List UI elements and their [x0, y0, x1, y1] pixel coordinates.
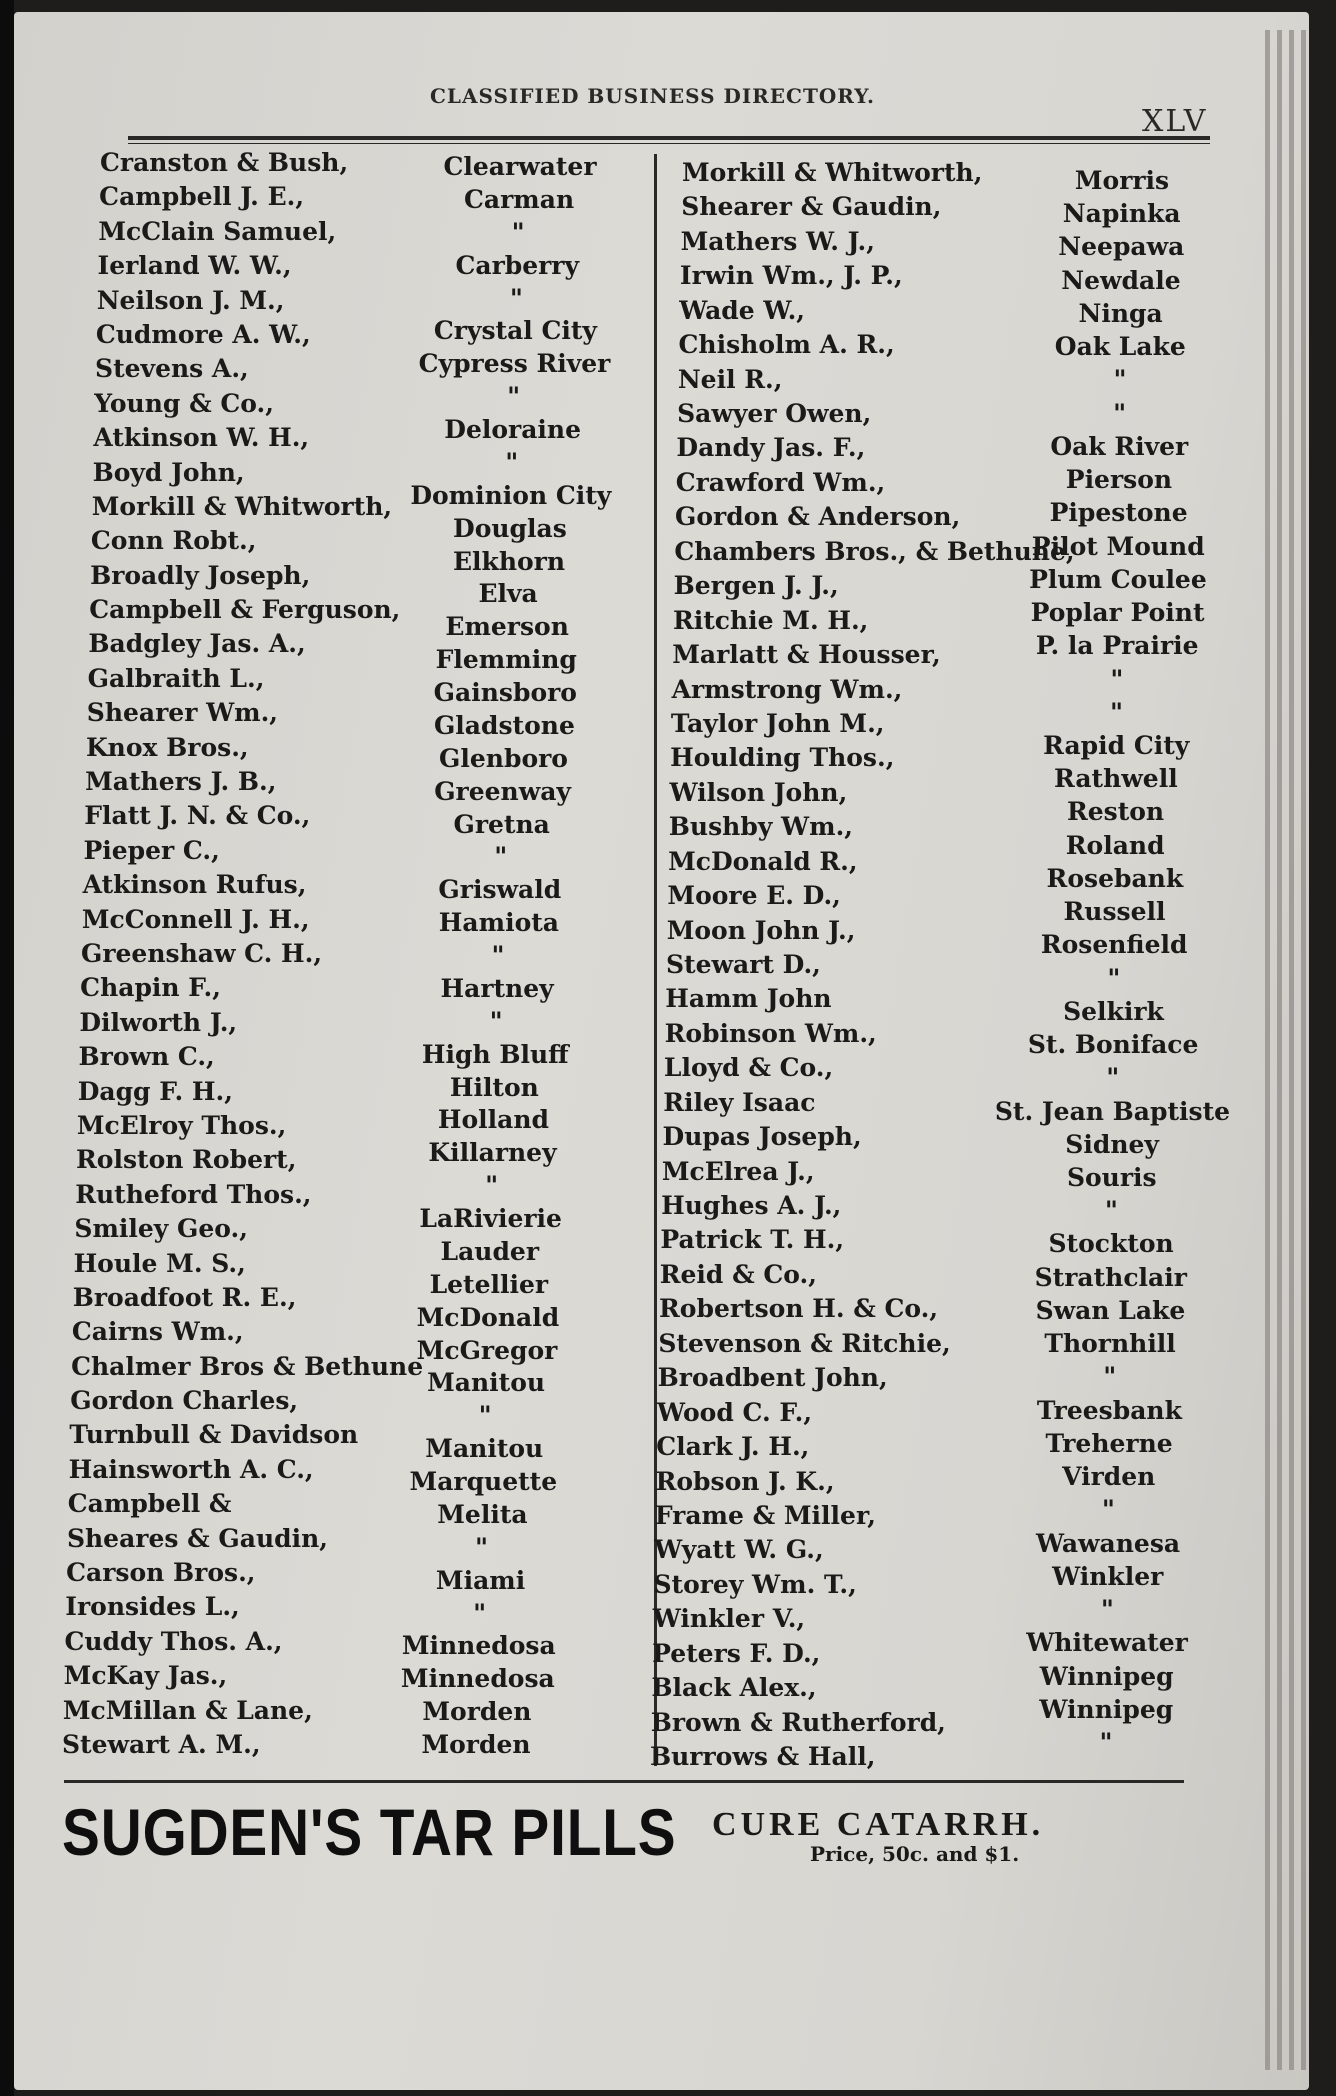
left-business-name: Atkinson W. H.,: [93, 423, 310, 453]
left-business-name: Turnbull & Davidson: [69, 1420, 359, 1450]
right-town-name: Rathwell: [1054, 764, 1178, 794]
left-business-name: Badgley Jas. A.,: [88, 629, 306, 659]
advertisement-headline: SUGDEN'S TAR PILLS: [62, 1795, 677, 1869]
right-business-name: Burrows & Hall,: [650, 1742, 876, 1771]
right-business-name: Dandy Jas. F.,: [676, 433, 866, 463]
left-business-name: Mathers J. B.,: [85, 767, 277, 797]
left-town-name: Carberry: [455, 250, 580, 280]
left-business-name: Young & Co.,: [94, 388, 274, 418]
left-business-name: Rutheford Thos.,: [75, 1179, 312, 1209]
left-town-name: Emerson: [445, 612, 569, 642]
right-town-name: ": [1110, 697, 1124, 727]
left-business-name: Houle M. S.,: [73, 1248, 246, 1278]
left-business-name: Galbraith L.,: [87, 663, 265, 693]
right-business-name: Patrick T. H.,: [660, 1225, 845, 1255]
right-business-name: Reid & Co.,: [659, 1259, 817, 1289]
left-town-name: McGregor: [416, 1335, 558, 1365]
right-business-name: Irwin Wm., J. P.,: [679, 261, 903, 291]
left-business-name: Flatt J. N. & Co.,: [84, 801, 311, 831]
left-town-name: Cypress River: [418, 349, 611, 379]
left-business-name: Chapin F.,: [80, 973, 221, 1003]
left-business-name: Atkinson Rufus,: [82, 870, 307, 900]
right-town-name: Pilot Mound: [1031, 531, 1205, 561]
right-business-name: Robson J. K.,: [655, 1466, 835, 1496]
right-town-name: ": [1103, 1362, 1117, 1392]
page-edges: [1265, 30, 1325, 2070]
left-business-name: McMillan & Lane,: [62, 1695, 313, 1725]
left-town-name: Minnedosa: [401, 1631, 556, 1661]
right-town-name: Oak Lake: [1054, 332, 1186, 362]
left-town-name: Lauder: [440, 1236, 540, 1266]
left-business-name: Sheares & Gaudin,: [66, 1523, 329, 1553]
right-business-name: Chambers Bros., & Bethune,: [674, 536, 1075, 566]
right-business-name: Clark J. H.,: [656, 1432, 810, 1462]
left-business-name: McElroy Thos.,: [76, 1110, 287, 1140]
left-business-name: Chalmer Bros & Bethune: [71, 1351, 424, 1381]
left-business-name: Hainsworth A. C.,: [68, 1454, 314, 1484]
left-business-name: Smiley Geo.,: [74, 1214, 248, 1244]
left-town-name: ": [489, 1006, 503, 1036]
right-business-name: Hughes A. J.,: [661, 1191, 842, 1221]
right-business-name: Lloyd & Co.,: [663, 1053, 834, 1083]
right-business-name: Neil R.,: [677, 364, 783, 394]
right-business-name: Wilson John,: [669, 777, 848, 807]
right-town-name: Pipestone: [1049, 498, 1188, 528]
right-business-name: Brown & Rutherford,: [650, 1707, 946, 1737]
book-spine-shadow: [0, 0, 14, 2096]
left-town-name: Miami: [435, 1565, 526, 1595]
right-town-name: ": [1099, 1728, 1113, 1757]
left-town-name: Griswald: [438, 875, 562, 905]
right-town-name: Russell: [1063, 897, 1166, 927]
right-business-name: Ritchie M. H.,: [672, 605, 869, 635]
left-town-name: Morden: [421, 1730, 531, 1759]
left-town-name: Gladstone: [433, 710, 575, 740]
right-town-name: Whitewater: [1026, 1628, 1188, 1658]
right-business-name: Dupas Joseph,: [662, 1122, 862, 1152]
right-business-name: Mathers W. J.,: [680, 226, 875, 256]
left-town-name: Dominion City: [410, 480, 612, 510]
right-business-name: Houlding Thos.,: [670, 743, 895, 773]
left-town-name: Gretna: [453, 809, 550, 839]
left-business-name: Campbell J. E.,: [99, 182, 305, 212]
right-business-name: Bushby Wm.,: [668, 812, 853, 842]
left-business-name: McKay Jas.,: [63, 1661, 228, 1691]
right-business-name: McElrea J.,: [661, 1156, 815, 1186]
right-town-name: ": [1110, 664, 1124, 694]
left-town-name: ": [474, 1532, 489, 1562]
right-business-name: Bergen J. J.,: [673, 571, 839, 601]
left-town-name: Douglas: [453, 513, 567, 543]
left-town-name: Carman: [464, 184, 575, 214]
right-town-name: Napinka: [1062, 199, 1181, 229]
header-rule: [128, 136, 1210, 144]
right-town-name: Treherne: [1045, 1428, 1173, 1458]
left-town-name: Manitou: [425, 1434, 544, 1464]
right-business-name: Stewart D.,: [666, 950, 821, 979]
left-town-name: Hilton: [449, 1072, 539, 1102]
right-town-name: ": [1107, 963, 1121, 993]
right-business-name: Sawyer Owen,: [677, 399, 872, 429]
left-town-name: ": [505, 447, 519, 477]
left-business-name: Neilson J. M.,: [96, 285, 285, 315]
left-business-name: Boyd John,: [92, 457, 245, 487]
right-business-name: Morkill & Whitworth,: [682, 158, 983, 187]
right-town-name: Thornhill: [1044, 1329, 1176, 1359]
right-business-name: Winkler V.,: [652, 1604, 806, 1634]
left-town-name: Gainsboro: [433, 678, 577, 707]
left-business-name: Cairns Wm.,: [71, 1317, 244, 1347]
left-business-name: Pieper C.,: [83, 835, 220, 865]
right-business-name: Chisholm A. R.,: [678, 330, 895, 360]
right-business-name: Robertson H. & Co.,: [659, 1294, 939, 1324]
right-business-name: Peters F. D.,: [652, 1638, 821, 1668]
right-town-name: Reston: [1066, 797, 1165, 827]
left-business-name: Cuddy Thos. A.,: [64, 1626, 283, 1656]
right-town-name: Sidney: [1065, 1129, 1159, 1159]
right-business-name: Wade W.,: [679, 295, 805, 325]
right-town-name: Morris: [1074, 166, 1170, 195]
left-business-name: McClain Samuel,: [98, 216, 337, 246]
right-business-name: Crawford Wm.,: [675, 467, 886, 497]
right-town-name: Newdale: [1061, 265, 1181, 295]
left-town-name: ": [494, 842, 508, 872]
right-business-name: Wood C. F.,: [656, 1397, 813, 1427]
right-business-name: Wyatt W. G.,: [654, 1535, 824, 1565]
left-town-name: ": [478, 1401, 492, 1431]
left-town-name: ": [473, 1598, 487, 1628]
right-business-name: Marlatt & Housser,: [672, 640, 941, 670]
right-business-name: Moore E. D.,: [667, 881, 841, 911]
left-business-name: Stewart A. M.,: [62, 1730, 261, 1759]
right-business-name: Shearer & Gaudin,: [681, 192, 942, 222]
right-town-name: ": [1101, 1495, 1115, 1525]
advertisement-price: Price, 50c. and $1.: [810, 1842, 1020, 1866]
right-business-name: Taylor John M.,: [670, 708, 885, 738]
left-town-name: Elva: [478, 579, 538, 609]
left-business-name: Ironsides L.,: [65, 1592, 240, 1622]
left-town-name: Deloraine: [444, 415, 582, 444]
advertisement-rule: [64, 1780, 1184, 1783]
left-business-name: Shearer Wm.,: [86, 698, 279, 728]
left-business-name: Ierland W. W.,: [97, 251, 292, 281]
right-town-name: Rapid City: [1043, 730, 1190, 760]
left-town-name: Elkhorn: [452, 546, 566, 576]
left-town-name: Minnedosa: [400, 1664, 555, 1694]
left-business-name: Carson Bros.,: [66, 1558, 256, 1588]
left-town-name: Manitou: [427, 1368, 546, 1398]
right-business-name: Stevenson & Ritchie,: [658, 1328, 951, 1358]
right-business-name: Gordon & Anderson,: [675, 502, 961, 532]
left-business-name: Broadfoot R. E.,: [72, 1282, 297, 1312]
left-town-name: Holland: [437, 1105, 549, 1135]
right-town-name: Rosenfield: [1040, 930, 1188, 960]
right-town-name: Roland: [1065, 830, 1165, 860]
left-town-name: Hamiota: [438, 908, 560, 938]
left-town-name: LaRivierie: [419, 1204, 562, 1233]
right-town-name: St. Jean Baptiste: [994, 1096, 1231, 1126]
right-town-name: Strathclair: [1034, 1262, 1187, 1292]
left-town-name: Hartney: [440, 973, 554, 1003]
right-business-name: McDonald R.,: [668, 846, 858, 876]
left-business-name: Broadly Joseph,: [90, 560, 311, 590]
right-town-name: ": [1106, 1063, 1120, 1093]
left-business-name: Cudmore A. W.,: [95, 319, 311, 349]
right-town-name: Wawanesa: [1035, 1528, 1181, 1558]
right-town-name: Pierson: [1065, 465, 1173, 495]
right-town-name: Winnipeg: [1039, 1694, 1174, 1724]
right-town-name: ": [1104, 1196, 1118, 1226]
right-business-name: Moon John J.,: [666, 915, 856, 945]
page-number: XLV: [1142, 104, 1208, 139]
left-business-name: Stevens A.,: [95, 354, 249, 384]
right-town-name: Treesbank: [1036, 1395, 1182, 1425]
left-business-name: Gordon Charles,: [70, 1386, 299, 1416]
right-town-name: Winkler: [1052, 1561, 1164, 1591]
left-business-name: McConnell J. H.,: [81, 904, 310, 934]
left-business-name: Campbell &: [67, 1489, 232, 1519]
left-business-name: Greenshaw C. H.,: [81, 939, 323, 968]
left-town-name: ": [511, 217, 525, 247]
left-business-name: Campbell & Ferguson,: [89, 595, 401, 625]
left-town-name: Clearwater: [443, 152, 597, 181]
right-business-name: Storey Wm. T.,: [653, 1569, 857, 1599]
left-business-name: Brown C.,: [78, 1042, 215, 1072]
left-business-name: Dagg F. H.,: [77, 1076, 233, 1106]
left-town-name: High Bluff: [421, 1039, 569, 1069]
left-town-name: Melita: [437, 1499, 528, 1529]
left-town-name: Glenboro: [439, 743, 568, 773]
left-business-name: Morkill & Whitworth,: [91, 491, 393, 521]
right-town-name: Poplar Point: [1030, 598, 1205, 628]
left-town-name: McDonald: [416, 1302, 560, 1332]
right-town-name: Stockton: [1048, 1229, 1174, 1259]
advertisement-tagline: CURE CATARRH.: [712, 1806, 1045, 1843]
right-town-name: Ninga: [1078, 298, 1163, 328]
right-town-name: Selkirk: [1063, 996, 1164, 1026]
left-business-name: Knox Bros.,: [85, 732, 249, 762]
right-business-name: Black Alex.,: [651, 1673, 817, 1703]
left-town-name: Greenway: [434, 776, 571, 806]
right-business-name: Armstrong Wm.,: [671, 674, 903, 704]
right-business-name: Hamm John: [665, 984, 832, 1014]
right-town-name: P. la Prairie: [1035, 631, 1199, 661]
left-business-name: Rolston Robert,: [76, 1145, 297, 1175]
right-town-name: St. Boniface: [1027, 1030, 1199, 1060]
left-town-name: Crystal City: [433, 316, 597, 346]
left-town-name: ": [509, 283, 523, 313]
page-header-title: CLASSIFIED BUSINESS DIRECTORY.: [430, 84, 875, 108]
right-town-name: ": [1113, 398, 1127, 428]
left-town-name: Morden: [422, 1697, 532, 1727]
right-business-name: Broadbent John,: [657, 1363, 888, 1393]
left-business-name: Dilworth J.,: [79, 1007, 238, 1037]
right-business-name: Riley Isaac: [663, 1087, 816, 1117]
left-town-name: Killarney: [428, 1138, 557, 1168]
left-town-name: ": [491, 941, 505, 970]
right-town-name: Rosebank: [1046, 863, 1184, 893]
right-business-name: Robinson Wm.,: [664, 1018, 877, 1048]
right-town-name: Plum Coulee: [1029, 564, 1207, 594]
right-business-name: Frame & Miller,: [654, 1500, 877, 1530]
left-town-name: Flemming: [435, 645, 577, 675]
right-town-name: Swan Lake: [1035, 1295, 1186, 1325]
right-town-name: ": [1100, 1595, 1114, 1625]
right-town-name: Neepawa: [1058, 232, 1185, 262]
right-town-name: Winnipeg: [1039, 1661, 1174, 1691]
left-town-name: ": [507, 382, 521, 412]
left-town-name: Marquette: [409, 1467, 558, 1496]
left-business-name: Conn Robt.,: [90, 526, 257, 556]
left-town-name: Letellier: [429, 1269, 549, 1299]
right-town-name: ": [1113, 365, 1127, 395]
right-town-name: Virden: [1062, 1462, 1156, 1492]
left-town-name: ": [485, 1171, 499, 1201]
right-town-name: Souris: [1066, 1163, 1157, 1193]
left-business-name: Cranston & Bush,: [100, 148, 349, 177]
right-town-name: Oak River: [1050, 431, 1189, 461]
